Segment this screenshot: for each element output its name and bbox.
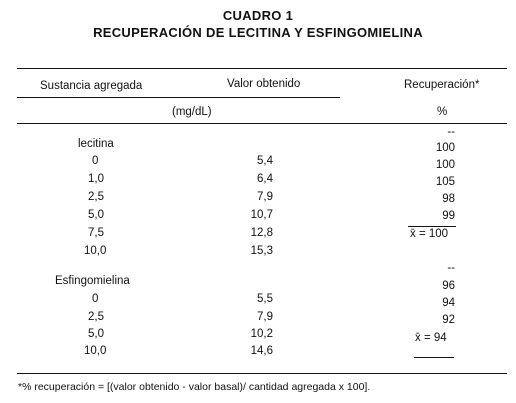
- value-cell: 5,4: [257, 155, 273, 167]
- value-cell: 7,9: [257, 191, 273, 203]
- recovery-cell: 92: [442, 314, 455, 326]
- amount-cell: 5,0: [88, 328, 104, 340]
- amount-cell: 2,5: [88, 191, 104, 203]
- value-cell: 14,6: [250, 345, 273, 357]
- recovery-cell: --: [447, 262, 455, 274]
- value-cell: 6,4: [257, 173, 273, 185]
- header-bottom-rule: [17, 123, 507, 124]
- recovery-cell: 100: [435, 142, 455, 154]
- header-recovery: Recuperación*: [404, 79, 480, 91]
- header-percent: %: [437, 106, 448, 118]
- header-substance: Sustancia agregada: [40, 80, 143, 92]
- mean-value: x̄ = 94: [415, 332, 447, 344]
- recovery-cell: 96: [442, 280, 455, 292]
- value-cell: 12,8: [250, 227, 273, 239]
- table-title: RECUPERACIÓN DE LECITINA Y ESFINGOMIELINA: [93, 25, 423, 40]
- recovery-cell: 94: [442, 297, 455, 309]
- group-name: Esfingomielina: [55, 275, 130, 287]
- group-name: lecitina: [78, 138, 114, 150]
- footnote: *% recuperación = [(valor obtenido - valor basal)/ cantidad agregada x 100].: [18, 381, 371, 393]
- amount-cell: 2,5: [88, 311, 104, 323]
- header-underline: [17, 97, 340, 98]
- amount-cell: 0: [92, 293, 99, 305]
- value-cell: 10,7: [250, 209, 273, 221]
- value-cell: 15,3: [250, 245, 273, 257]
- recovery-cell: 105: [435, 176, 455, 188]
- value-cell: 10,2: [250, 328, 273, 340]
- recovery-cell: 99: [442, 210, 455, 222]
- value-cell: 7,9: [257, 311, 273, 323]
- amount-cell: 10,0: [84, 345, 107, 357]
- bottom-rule: [17, 373, 507, 374]
- recovery-cell: 100: [435, 159, 455, 171]
- recovery-cell: --: [447, 126, 455, 138]
- recovery-cell: 98: [442, 193, 455, 205]
- amount-cell: 7,5: [88, 227, 104, 239]
- header-value: Valor obtenido: [227, 78, 301, 90]
- header-units: (mg/dL): [172, 106, 212, 118]
- value-cell: 5,5: [257, 293, 273, 305]
- mean-rule: [408, 226, 456, 227]
- top-rule: [17, 68, 507, 69]
- mean-rule: [414, 357, 454, 358]
- table-number: CUADRO 1: [222, 8, 294, 23]
- mean-value: x̄ = 100: [410, 228, 449, 240]
- amount-cell: 10,0: [84, 245, 107, 257]
- amount-cell: 0: [92, 155, 99, 167]
- amount-cell: 5,0: [88, 209, 104, 221]
- amount-cell: 1,0: [88, 173, 104, 185]
